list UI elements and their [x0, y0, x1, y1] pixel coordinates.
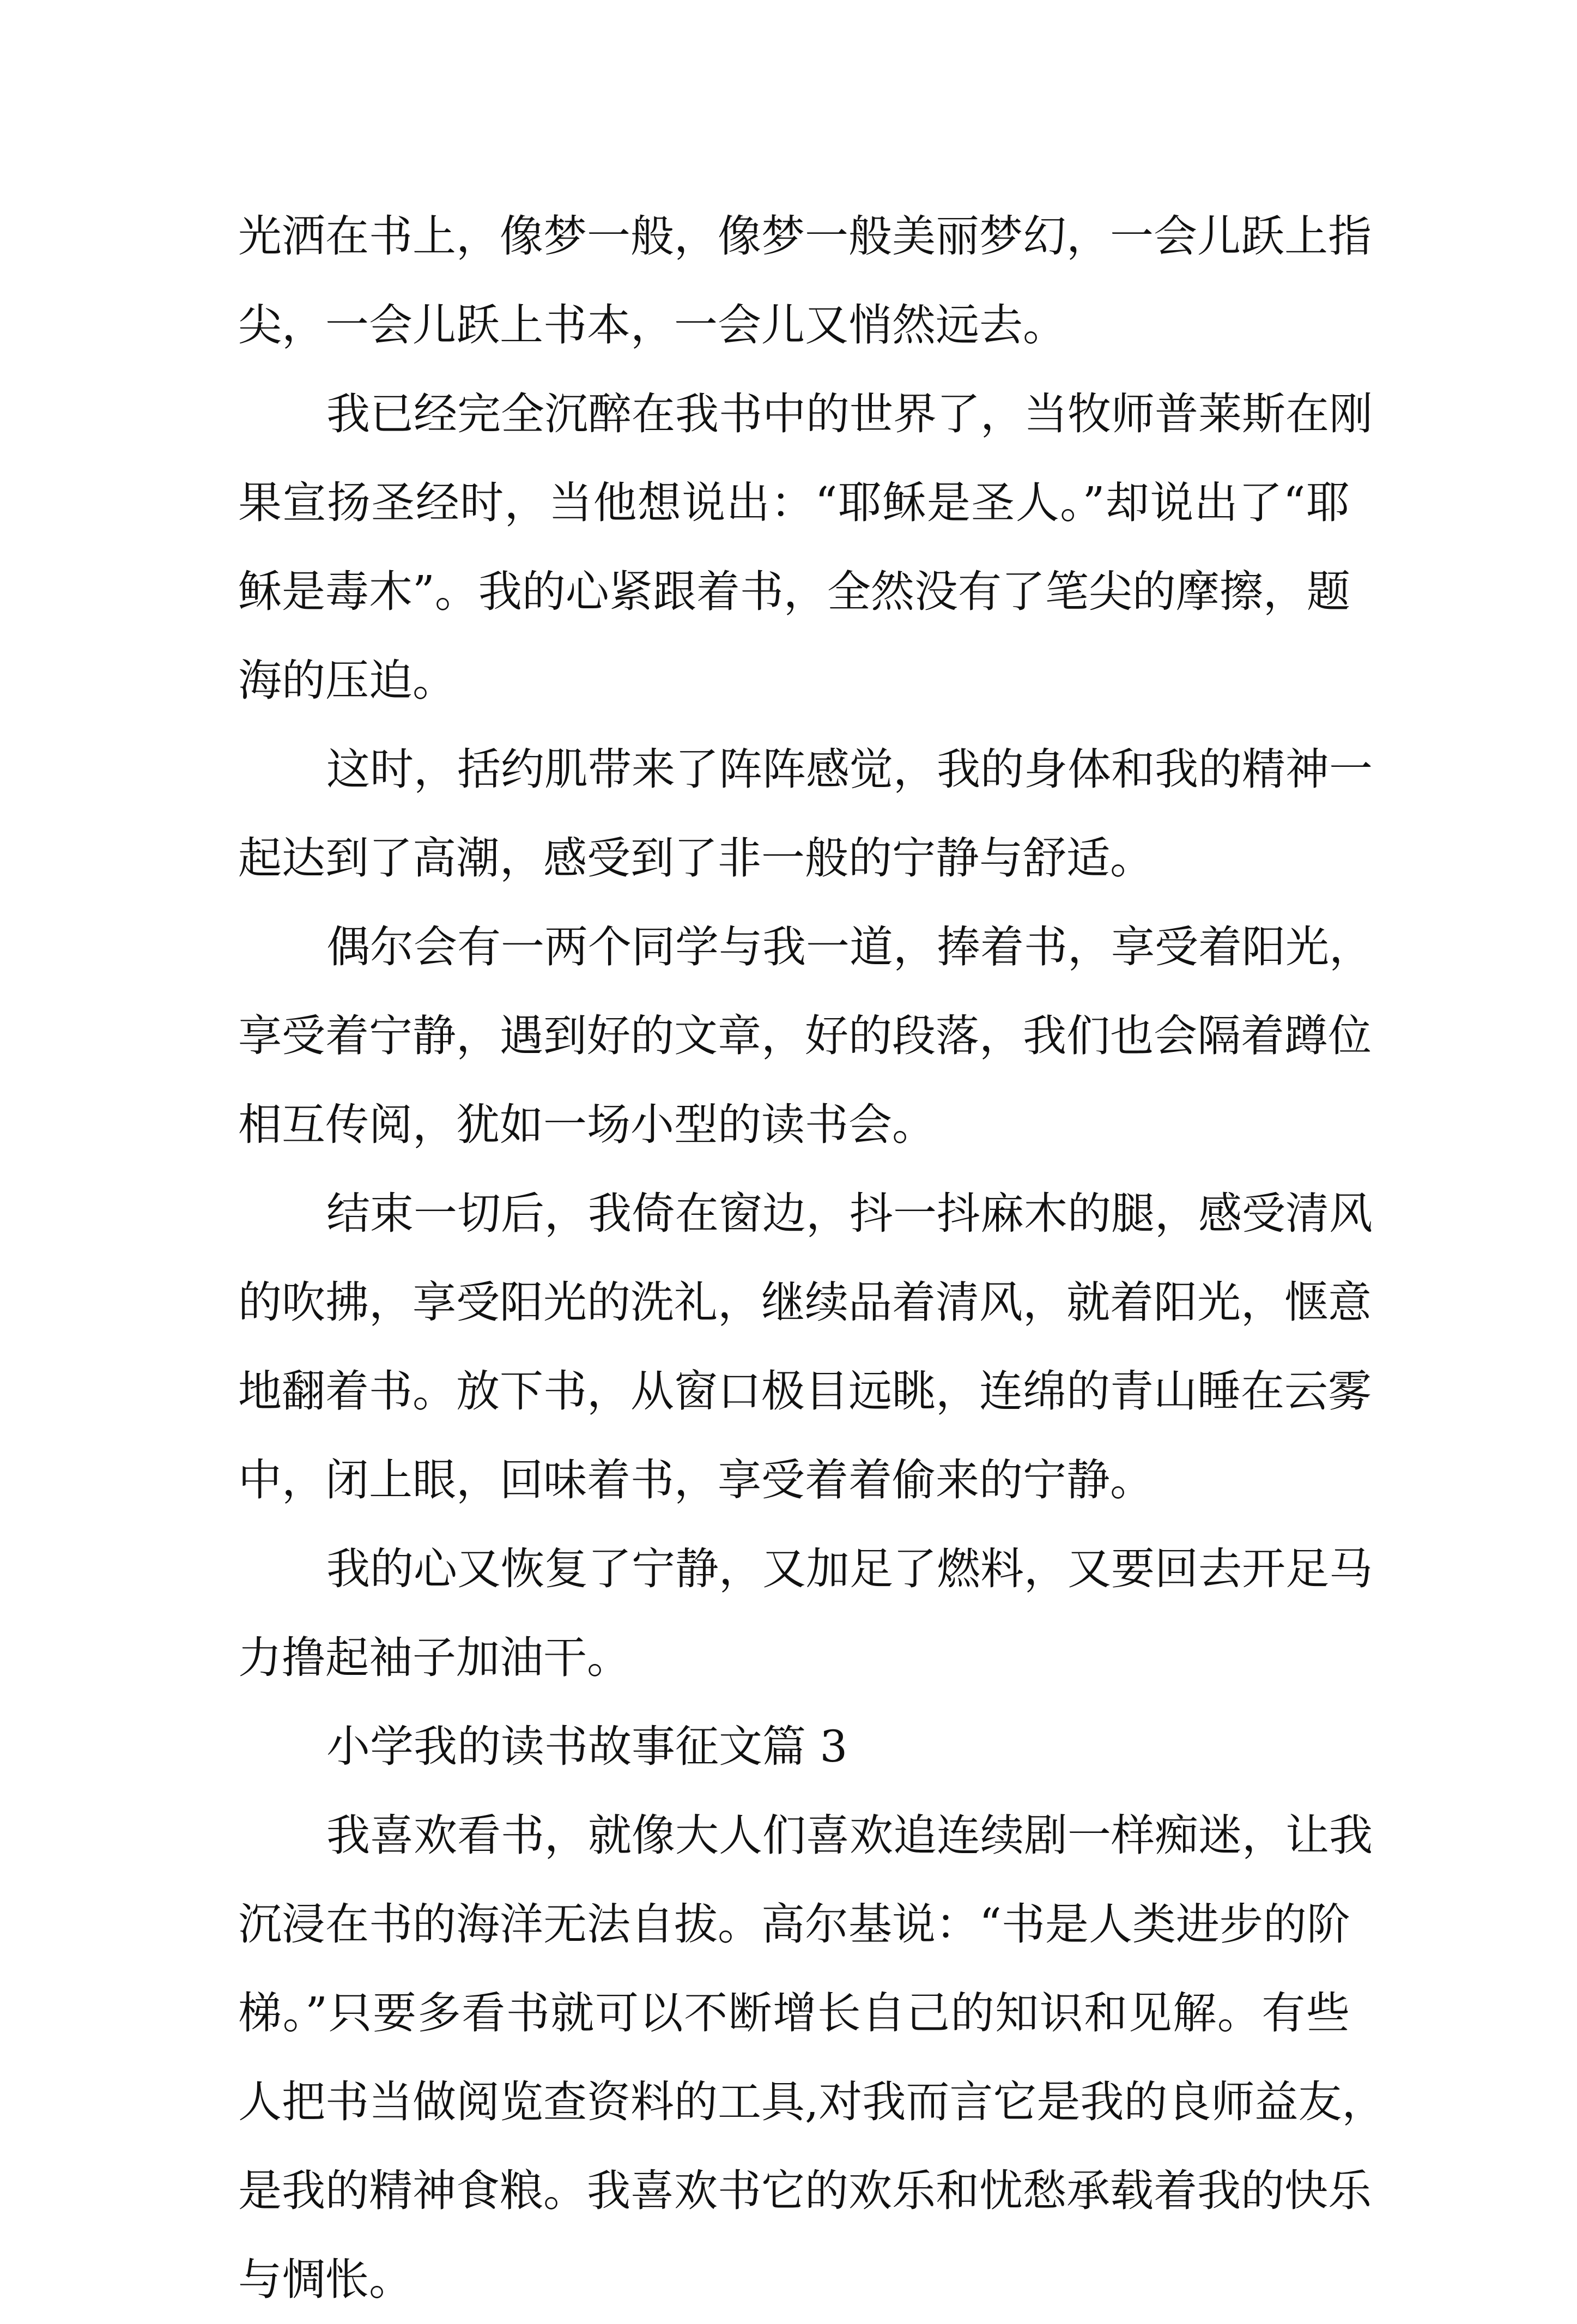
- document-body: [238, 192, 1386, 2324]
- text-line: 与惆怅。: [238, 2254, 413, 2305]
- text-line: 我的心又恢复了宁静，又加足了燃料，又要回去开足马: [326, 1544, 1373, 1594]
- text-line: 人把书当做阅览查资料的工具,对我而言它是我的良师益友，: [238, 2077, 1386, 2127]
- section-heading: 小学我的读书故事征文篇 3: [326, 1721, 848, 1772]
- text-line: 地翻着书。放下书，从窗口极目远眺，连绵的青山睡在云雾: [238, 1366, 1372, 1417]
- text-line: 尖，一会儿跃上书本，一会儿又悄然远去。: [238, 300, 1066, 350]
- text-line: 果宣扬圣经时，当他想说出：“耶稣是圣人。”却说出了“耶: [238, 477, 1350, 528]
- text-line: 是我的精神食粮。我喜欢书它的欢乐和忧愁承载着我的快乐: [238, 2165, 1372, 2216]
- text-line: 享受着宁静，遇到好的文章，好的段落，我们也会隔着蹲位: [238, 1010, 1372, 1061]
- text-line: 结束一切后，我倚在窗边，抖一抖麻木的腿，感受清风: [326, 1188, 1373, 1239]
- text-line: 光洒在书上，像梦一般，像梦一般美丽梦幻，一会儿跃上指: [238, 211, 1372, 262]
- text-line: 梯。”只要多看书就可以不断增长自己的知识和见解。有些: [238, 1988, 1350, 2038]
- text-line: 这时，括约肌带来了阵阵感觉，我的身体和我的精神一: [326, 744, 1373, 795]
- text-line: 的吹拂，享受阳光的洗礼，继续品着清风，就着阳光，惬意: [238, 1277, 1372, 1328]
- text-line: 我喜欢看书，就像大人们喜欢追连续剧一样痴迷，让我: [326, 1810, 1373, 1861]
- text-line: 海的压迫。: [238, 655, 456, 706]
- text-line: 起达到了高潮，感受到了非一般的宁静与舒适。: [238, 833, 1154, 883]
- text-line: 我已经完全沉醉在我书中的世界了，当牧师普莱斯在刚: [326, 389, 1373, 439]
- text-line: 相互传阅，犹如一场小型的读书会。: [238, 1099, 936, 1150]
- text-line: 力撸起袖子加油干。: [238, 1632, 630, 1683]
- text-line: 沉浸在书的海洋无法自拔。高尔基说：“书是人类进步的阶: [238, 1899, 1350, 1950]
- text-line: 中，闭上眼，回味着书，享受着着偷来的宁静。: [238, 1455, 1154, 1505]
- text-line: 偶尔会有一两个同学与我一道，捧着书，享受着阳光，: [326, 922, 1373, 972]
- text-line: 稣是毒木”。我的心紧跟着书，全然没有了笔尖的摩擦，题: [238, 566, 1350, 617]
